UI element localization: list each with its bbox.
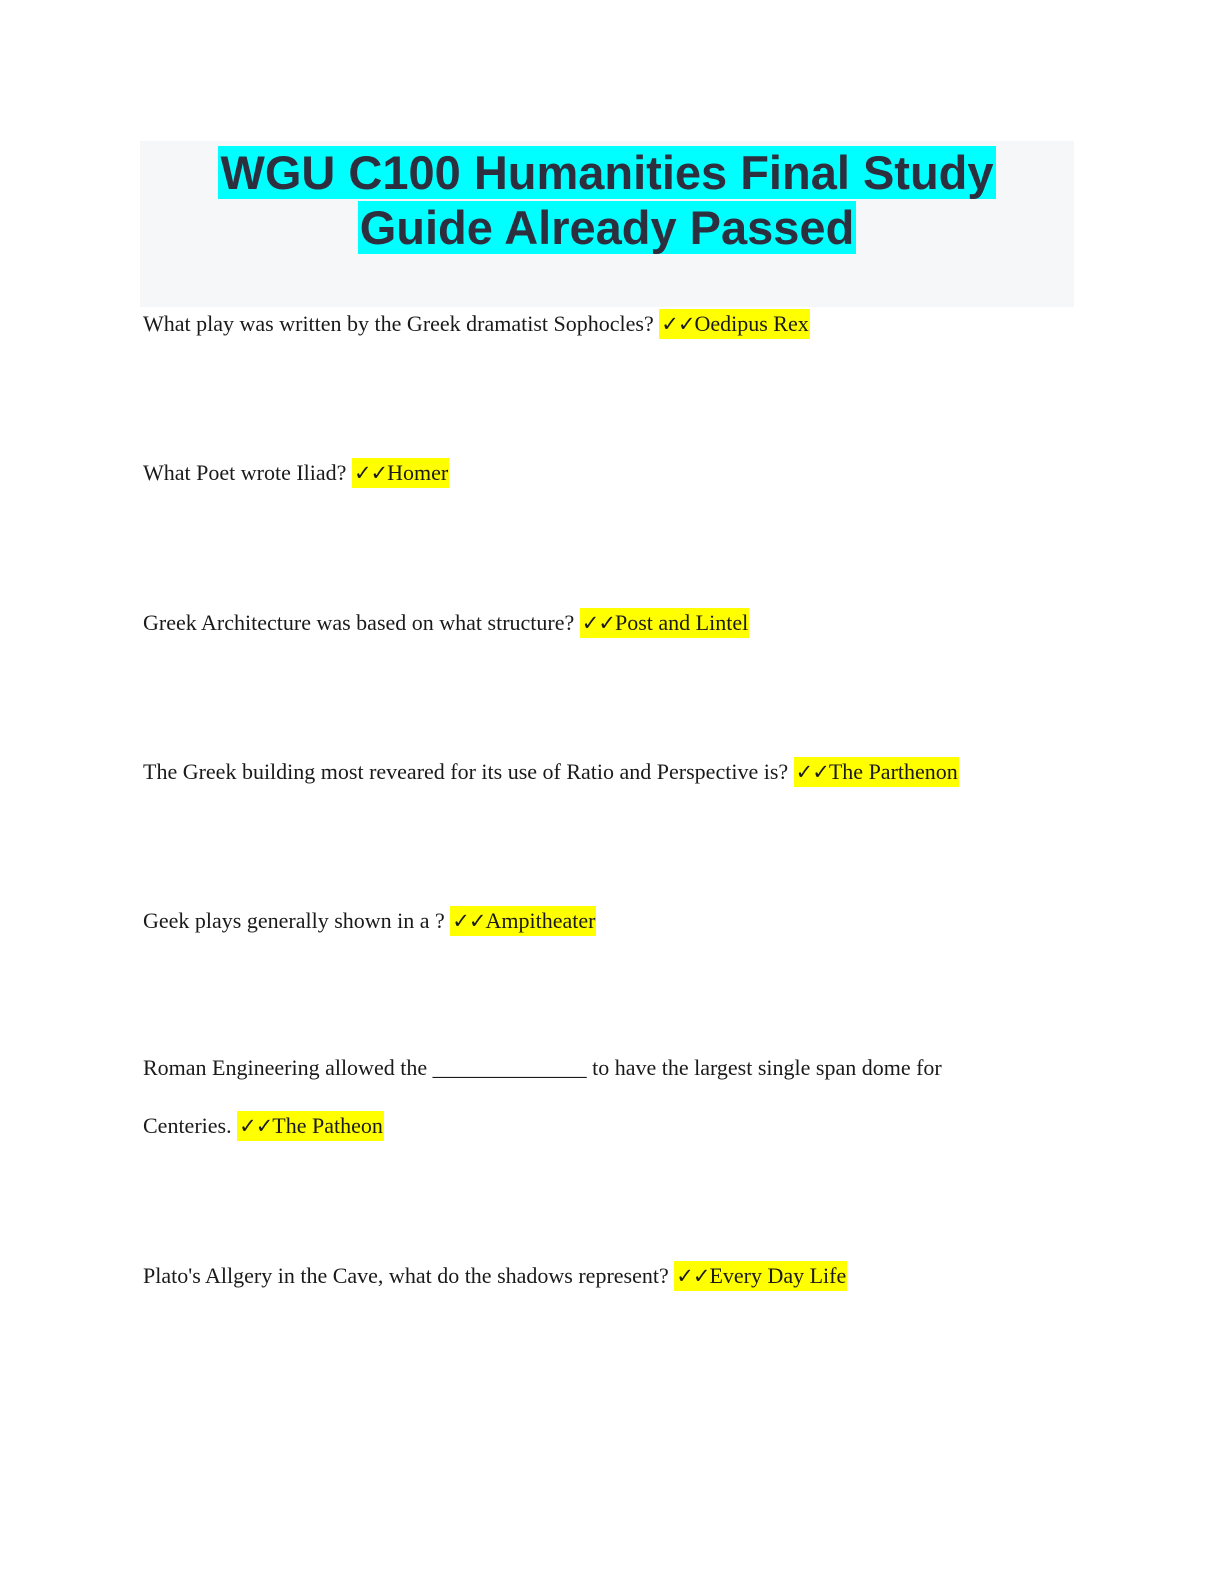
qa-item-1: [143, 309, 810, 339]
answer-highlight: [659, 309, 809, 339]
qa-item-6-line-1: [143, 1053, 942, 1083]
question-text: What Poet wrote Iliad?: [143, 460, 352, 485]
title-block: [140, 141, 1074, 307]
answer-text: Every Day Life: [709, 1263, 847, 1288]
answer-text: Ampitheater: [485, 908, 596, 933]
title-line-1: WGU C100 Humanities Final Study: [220, 146, 994, 199]
question-text: What play was written by the Greek dramatist Sophocles?: [143, 311, 660, 336]
answer-text: Homer: [387, 460, 449, 485]
answer-highlight: [580, 608, 749, 638]
qa-item-6-line-2: [143, 1111, 384, 1141]
question-text: Geek plays generally shown in a ?: [143, 908, 451, 933]
answer-text: The Parthenon: [828, 759, 958, 784]
qa-item-3: [143, 608, 749, 638]
answer-text: Post and Lintel: [614, 610, 749, 635]
answer-highlight: [352, 458, 449, 488]
answer-text: Oedipus Rex: [694, 311, 809, 336]
question-text: Roman Engineering allowed the ______________ to have the largest single span dome for: [143, 1055, 942, 1080]
double-check-icon: ✓✓: [452, 909, 486, 933]
question-text: The Greek building most reveared for its use of Ratio and Perspective is?: [143, 759, 794, 784]
answer-highlight: [237, 1111, 384, 1141]
document-title: [140, 145, 1074, 255]
answer-highlight: [450, 906, 596, 936]
double-check-icon: ✓✓: [676, 1264, 710, 1288]
question-text: Plato's Allgery in the Cave, what do the shadows represent?: [143, 1263, 675, 1288]
question-text: Greek Architecture was based on what structure?: [143, 610, 580, 635]
qa-item-2: [143, 458, 449, 488]
double-check-icon: ✓✓: [661, 312, 695, 336]
double-check-icon: ✓✓: [795, 760, 829, 784]
answer-text: The Patheon: [272, 1113, 383, 1138]
qa-item-7: [143, 1261, 847, 1291]
answer-highlight: [794, 757, 959, 787]
title-line-2: Guide Already Passed: [359, 201, 855, 254]
double-check-icon: ✓✓: [353, 461, 388, 485]
qa-item-5: [143, 906, 596, 936]
double-check-icon: ✓✓: [581, 611, 615, 635]
double-check-icon: ✓✓: [239, 1114, 273, 1138]
question-text: Centeries.: [143, 1113, 238, 1138]
answer-highlight: [674, 1261, 847, 1291]
qa-item-4: [143, 757, 959, 787]
